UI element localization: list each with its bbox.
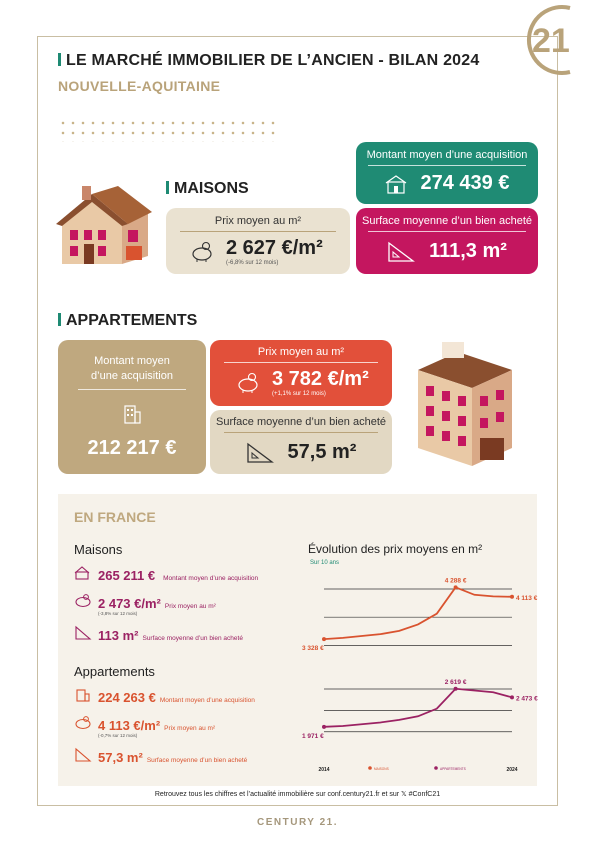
legend-label: APPARTEMENTS (440, 767, 466, 771)
france-maisons-surface-label: Surface moyenne d’un bien acheté (142, 635, 243, 642)
price-evolution-chart (296, 536, 538, 776)
appartements-prix-label: Prix moyen au m² (257, 346, 345, 358)
france-appartements-prix-label: Prix moyen au m² (164, 725, 216, 732)
data-point (510, 695, 514, 699)
data-label: 3 328 € (302, 645, 324, 653)
appartements-section-title: APPARTEMENTS (58, 312, 197, 330)
france-maisons-acquisition-label: Montant moyen d’une acquisition (163, 575, 259, 582)
france-appartements-acquisition-label: Montant moyen d’une acquisition (159, 697, 255, 704)
footer-note: Retrouvez tous les chiffres et l’actualité immobilière sur conf.century21.fr et sur 𝕏 #ConfC21 (154, 791, 441, 798)
appartements-prix-value: 3 782 €/m² (272, 368, 369, 390)
maisons-surface-label: Surface moyenne d’un bien acheté (361, 215, 532, 227)
maisons-prix-label: Prix moyen au m² (214, 215, 302, 227)
appartements-acquisition-label-line1: Montant moyen (94, 355, 170, 367)
france-appartements-surface (74, 748, 247, 765)
maisons-acquisition-value: 274 439 € (420, 172, 510, 194)
appartements-prix-change: (+1,1% sur 12 mois) (272, 391, 326, 397)
maisons-surface-card (356, 208, 538, 274)
piggy-bank-icon (74, 716, 92, 730)
france-maisons-surface-value: 113 m² (98, 628, 139, 643)
data-point (454, 687, 458, 691)
france-appartements-prix (74, 716, 215, 738)
france-title: EN FRANCE (74, 509, 156, 525)
appartements-surface-card (210, 410, 392, 474)
data-label: 4 113 € (516, 594, 538, 602)
house-illustration (52, 182, 156, 274)
appartements-acquisition-value: 212 217 € (87, 437, 177, 459)
chart-title: Évolution des prix moyens en m² (308, 542, 483, 556)
series-line-maisons (324, 587, 512, 639)
chart-subtitle: Sur 10 ans (310, 560, 340, 566)
chart-grid (324, 589, 512, 732)
france-maisons-acquisition (74, 566, 258, 583)
page-title: LE MARCHÉ IMMOBILIER DE L’ANCIEN - BILAN 2024 (58, 52, 479, 70)
appartements-acquisition-card (58, 340, 206, 474)
maisons-section-title: MAISONS (166, 180, 249, 198)
set-square-icon (74, 626, 92, 640)
data-label: 1 971 € (302, 732, 324, 740)
data-point (510, 595, 514, 599)
france-appartements-surface-value: 57,3 m² (98, 750, 143, 765)
chart-series (322, 585, 514, 728)
maisons-prix-change: (-6,8% sur 12 mois) (226, 260, 279, 266)
france-maisons-prix (74, 594, 216, 616)
piggy-bank-icon (190, 241, 214, 263)
house-price-icon (385, 174, 411, 194)
decorative-dots (58, 118, 278, 142)
set-square-icon (74, 748, 92, 762)
logo-text: 21 (532, 22, 570, 60)
appartements-prix-card (210, 340, 392, 406)
data-point (454, 585, 458, 589)
chart-x-axis (318, 767, 517, 773)
legend-label: MAISONS (374, 767, 389, 771)
france-appartements-prix-value: 4 113 €/m² (98, 718, 161, 733)
series-line-appartements (324, 689, 512, 727)
set-square-icon (246, 442, 274, 464)
maisons-prix-card (166, 208, 350, 274)
apartment-building-illustration (412, 340, 524, 470)
data-point (322, 637, 326, 641)
building-price-icon (74, 688, 92, 702)
chart-legend (368, 766, 466, 771)
data-label: 2 619 € (444, 678, 467, 686)
building-price-icon (122, 402, 142, 424)
data-label: 2 473 € (516, 695, 538, 703)
legend-marker (434, 766, 438, 770)
france-maisons-prix-change: (-3,8% sur 12 mois) (98, 611, 138, 616)
brand-footer: CENTURY 21. (257, 817, 338, 828)
france-appartements-label: Appartements (74, 664, 155, 679)
france-maisons-prix-value: 2 473 €/m² (98, 596, 161, 611)
maisons-acquisition-card (356, 142, 538, 204)
house-price-icon (74, 566, 92, 580)
century21-logo (510, 0, 595, 80)
data-label: 4 288 € (444, 577, 467, 585)
maisons-acquisition-label: Montant moyen d’une acquisition (366, 149, 528, 161)
france-maisons-acquisition-value: 265 211 € (98, 568, 156, 583)
appartements-acquisition-label-line2: d’une acquisition (91, 370, 173, 382)
france-appartements-acquisition-value: 224 263 € (98, 690, 156, 705)
piggy-bank-icon (236, 372, 260, 394)
data-point (322, 725, 326, 729)
legend-marker (368, 766, 372, 770)
maisons-prix-value: 2 627 €/m² (226, 237, 323, 259)
france-appartements-prix-change: (-0,7% sur 12 mois) (98, 733, 138, 738)
x-tick-label: 2014 (318, 767, 330, 773)
set-square-icon (387, 241, 415, 263)
x-tick-label: 2024 (506, 767, 518, 773)
maisons-surface-value: 111,3 m² (429, 240, 507, 262)
france-appartements-surface-label: Surface moyenne d’un bien acheté (146, 757, 248, 764)
france-maisons-label: Maisons (74, 542, 123, 557)
region-subtitle: NOUVELLE-AQUITAINE (58, 78, 221, 94)
appartements-surface-label: Surface moyenne d’un bien acheté (215, 416, 386, 428)
france-appartements-acquisition (74, 688, 255, 705)
france-maisons-prix-label: Prix moyen au m² (164, 603, 216, 610)
piggy-bank-icon (74, 594, 92, 608)
france-maisons-surface (74, 626, 243, 643)
appartements-surface-value: 57,5 m² (287, 441, 357, 463)
